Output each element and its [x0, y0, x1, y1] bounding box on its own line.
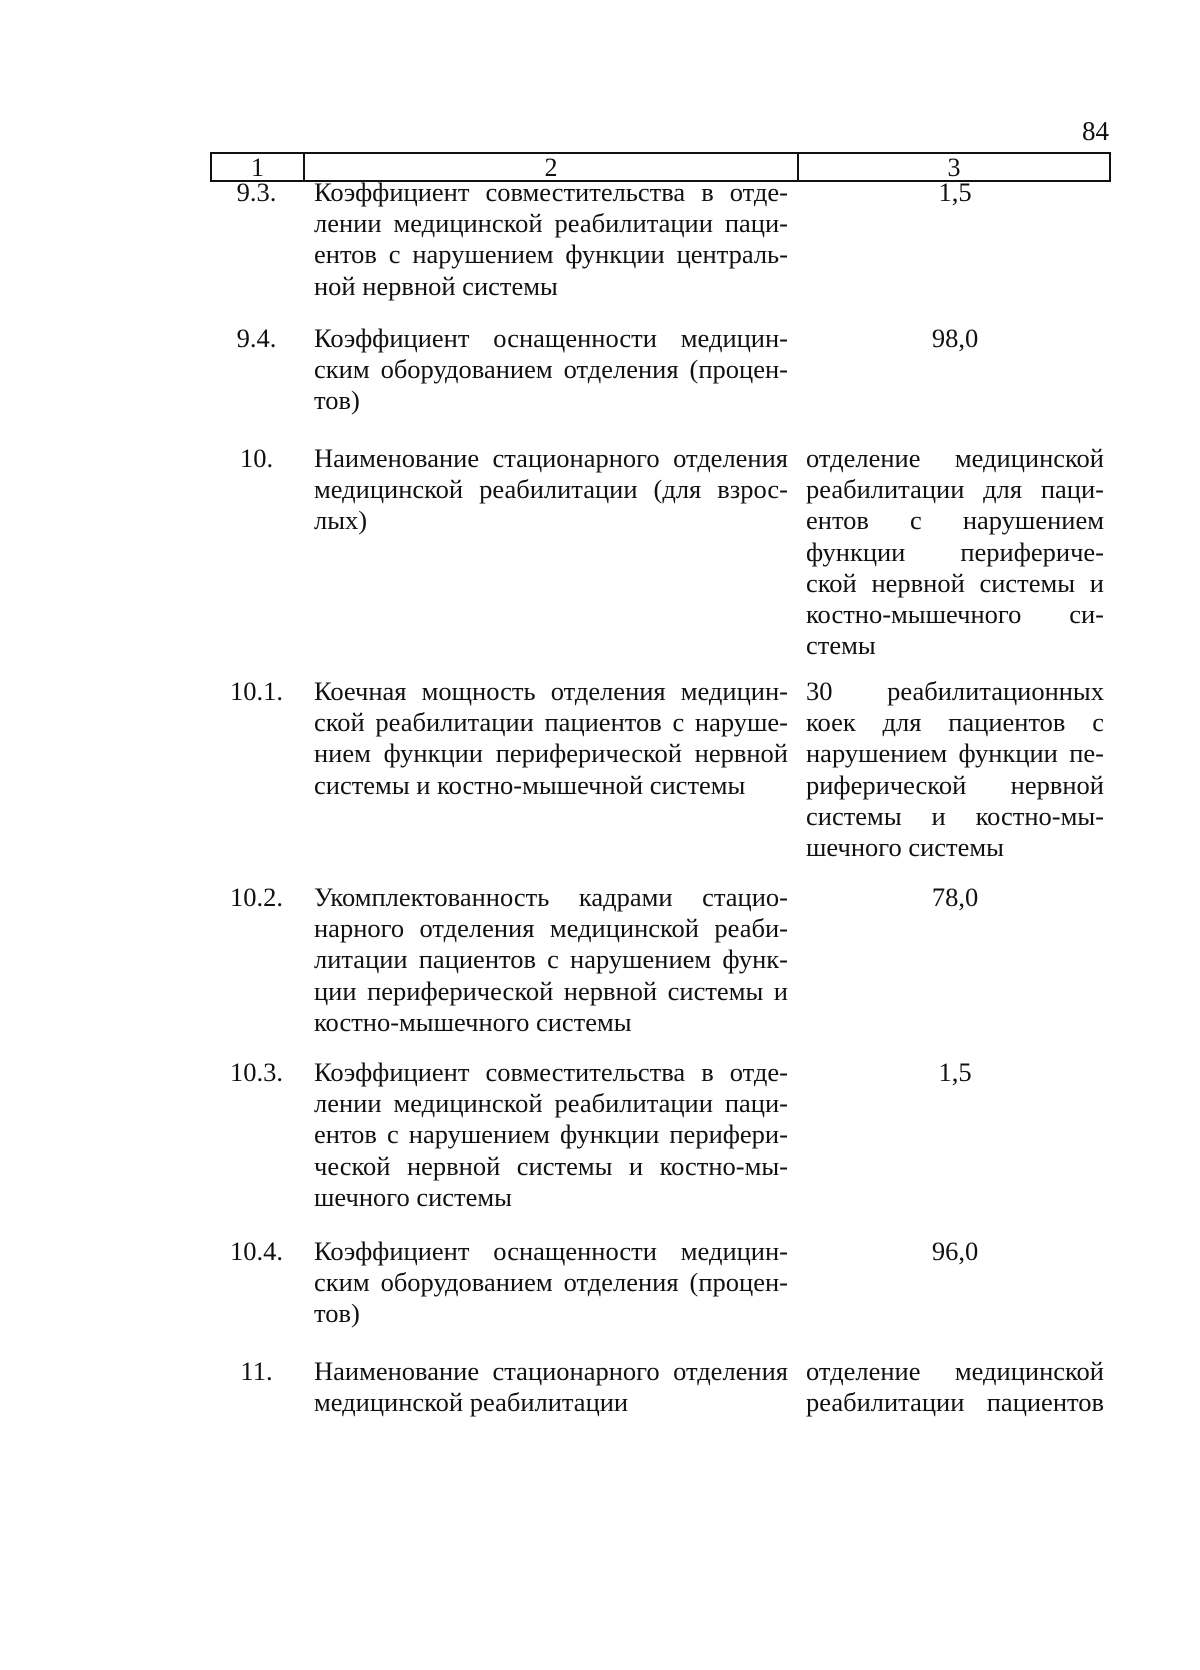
row-value: [806, 676, 1104, 863]
column-header-2: 2: [305, 154, 799, 180]
description-line: костно-мышечного системы: [314, 1006, 632, 1037]
description-line: Коечная мощность отделения медицин-: [314, 676, 788, 706]
description-line: лении медицинской реабилитации паци-: [314, 1088, 788, 1119]
row-value: [806, 1236, 1104, 1267]
row-description: [314, 1236, 788, 1330]
row-value: [806, 443, 1104, 661]
value-line: шечного системы: [806, 832, 1004, 863]
value-line: отделение медицинской: [806, 443, 1104, 473]
row-description: [314, 676, 788, 801]
description-line: нием функции периферической нервной: [314, 738, 788, 769]
value-line: 96,0: [931, 1236, 979, 1266]
row-number: 9.3.: [236, 177, 277, 207]
description-line: ской реабилитации пациентов с наруше-: [314, 707, 788, 738]
column-header-1: 1: [212, 154, 305, 180]
row-number: 9.4.: [236, 323, 277, 353]
description-line: нарного отделения медицинской реаби-: [314, 913, 788, 944]
description-line: лых): [314, 505, 368, 536]
row-value: [806, 1057, 1104, 1088]
value-line: коек для пациентов с: [806, 707, 1104, 738]
row-description: [314, 882, 788, 1038]
value-line: функции периферичe-: [806, 536, 1104, 567]
description-line: тов): [314, 1298, 360, 1329]
description-line: системы и костно-мышечной системы: [314, 769, 746, 800]
description-line: медицинской реабилитации (для взрос-: [314, 474, 788, 505]
description-line: ной нервной системы: [314, 270, 558, 301]
row-description: [314, 177, 788, 302]
description-line: ским оборудованием отделения (процен-: [314, 354, 788, 385]
value-line: отделение медицинской: [806, 1356, 1104, 1386]
value-line: ской нервной системы и: [806, 567, 1104, 598]
row-value: [806, 323, 1104, 354]
row-number: 10.3.: [230, 1057, 283, 1087]
value-line: стемы: [806, 630, 876, 661]
row-description: [314, 1057, 788, 1213]
description-line: лении медицинской реабилитации паци-: [314, 208, 788, 239]
value-line: ентов с нарушением: [806, 505, 1104, 536]
row-number: 10.4.: [230, 1236, 283, 1266]
value-line: реабилитации для паци-: [806, 474, 1104, 505]
value-line: реабилитации пациентов: [806, 1387, 1104, 1418]
description-line: медицинской реабилитации: [314, 1387, 629, 1418]
description-line: шечного системы: [314, 1181, 512, 1212]
row-value: [806, 1356, 1104, 1418]
column-header-3: 3: [947, 153, 961, 182]
description-line: ции периферической нервной системы и: [314, 975, 788, 1006]
description-line: Укомплектованность кадрами стацио-: [314, 882, 788, 912]
value-line: нарушением функции пе-: [806, 738, 1104, 769]
row-description: [314, 443, 788, 537]
row-description: [314, 1356, 788, 1418]
description-line: Наименование стационарного отделения: [314, 1356, 788, 1386]
description-line: Коэффициент оснащенности медицин-: [314, 1236, 788, 1266]
value-line: системы и костно-мы-: [806, 800, 1104, 831]
description-line: ентов с нарушением функции централь-: [314, 239, 788, 270]
value-line: 78,0: [931, 882, 979, 912]
row-value: [806, 882, 1104, 913]
row-description: [314, 323, 788, 417]
value-line: 98,0: [931, 323, 979, 353]
row-number: 11.: [240, 1356, 273, 1386]
row-number: 10.1.: [230, 676, 283, 706]
description-line: ским оборудованием отделения (процен-: [314, 1267, 788, 1298]
description-line: Коэффициент оснащенности медицин-: [314, 323, 788, 353]
description-line: тов): [314, 385, 360, 416]
value-line: 30 реабилитационных: [806, 676, 1104, 706]
description-line: Коэффициент совместительства в отде-: [314, 177, 788, 207]
description-line: литации пациентов с нарушением функ-: [314, 944, 788, 975]
description-line: ческой нервной системы и костно-мы-: [314, 1150, 788, 1181]
row-number: 10.: [239, 443, 274, 473]
value-line: костно-мышечного си-: [806, 599, 1104, 630]
value-line: 1,5: [938, 1057, 972, 1087]
value-line: риферической нервной: [806, 769, 1104, 800]
description-line: ентов с нарушением функции перифери-: [314, 1119, 788, 1150]
description-line: Коэффициент совместительства в отде-: [314, 1057, 788, 1087]
description-line: Наименование стационарного отделения: [314, 443, 788, 473]
value-line: 1,5: [938, 177, 972, 207]
row-number: 10.2.: [230, 882, 283, 912]
page-number: 84: [1082, 116, 1109, 146]
row-value: [806, 177, 1104, 208]
